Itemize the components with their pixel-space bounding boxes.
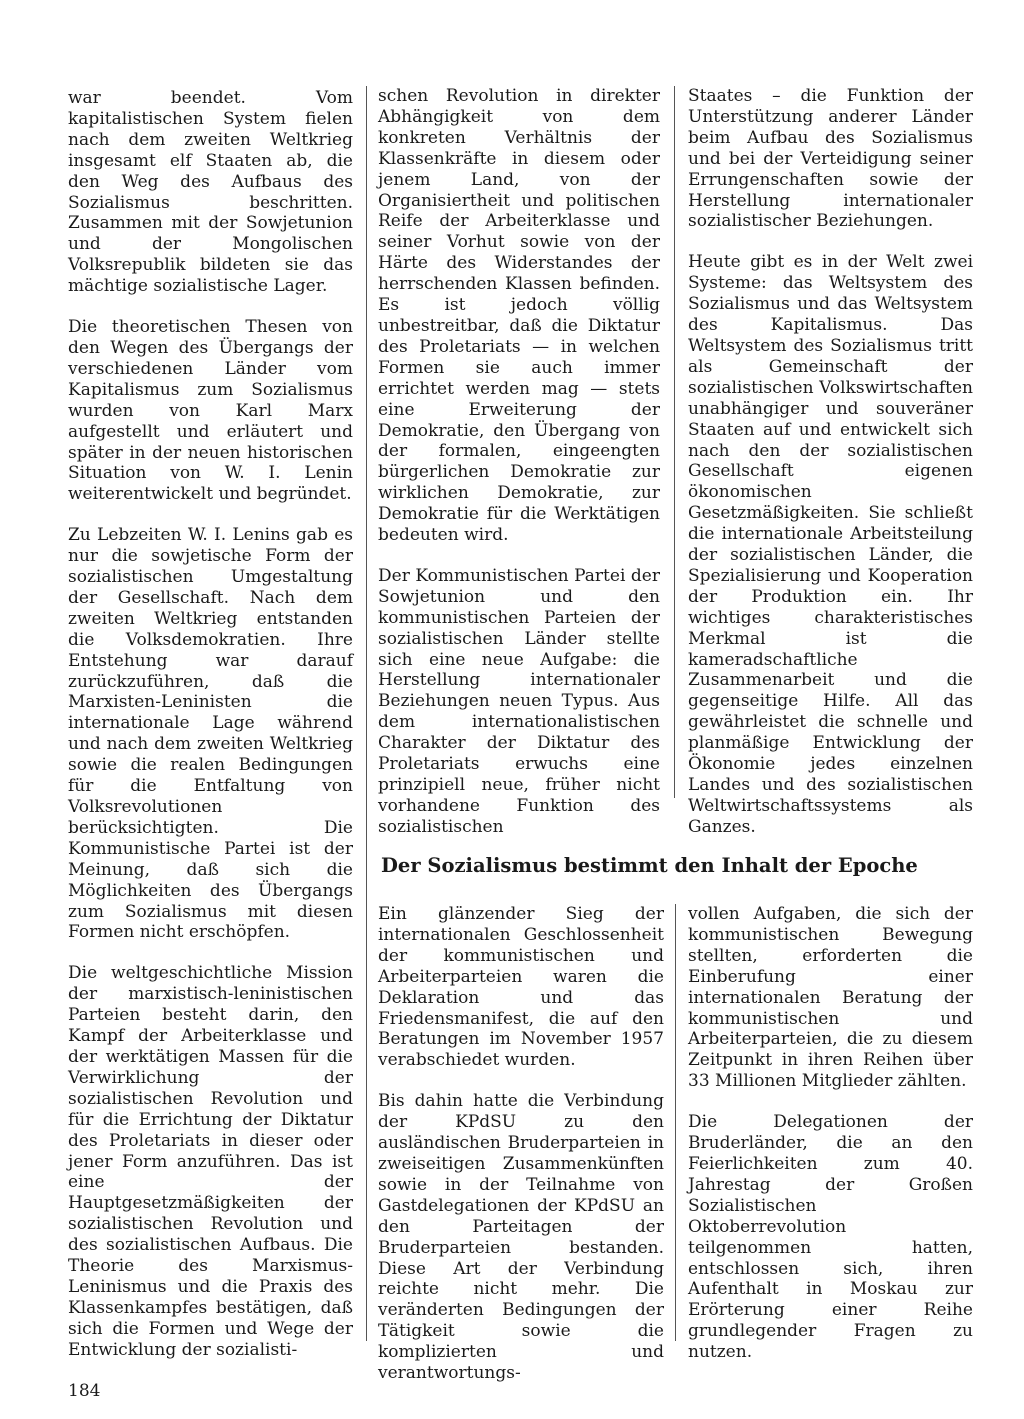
paragraph: vollen Aufgaben, die sich der kommunistischen Bewegung stellten, erforderten die Einberufung einer internationalen Beratung der kommunistischen und Arbeiterparteien, die zu diesem Zeitpunkt in ihren Reihen über 33 Millionen Mitglieder zählten. <box>688 904 973 1092</box>
page-number: 184 <box>68 1381 101 1401</box>
paragraph: Der Kommunistischen Partei der Sowjetunion und den kommunistischen Parteien der sozialistischen Länder stellte sich eine neue Aufgabe: die Herstellung internationaler Beziehungen neuen Typus. Aus dem internationalistischen Charakter der Diktatur des Proletariats erwuchs eine prinzipiell neue, früher nicht vorhandene Funktion des sozialistischen <box>378 565 660 837</box>
paragraph: Staates – die Funktion der Unterstützung anderer Länder beim Aufbau des Sozialismus und bei der Verteidigung seiner Errungenschaften sowie der Herstellung internationaler sozialistischer Beziehungen. <box>688 86 973 232</box>
paragraph: Bis dahin hatte die Verbindung der KPdSU zu den ausländischen Bruderparteien in zweiseitigen Zusammenkünften sowie in der Teilnahme von Gastdelegationen der KPdSU an den Parteitagen der Bruderparteien bestanden. Diese Art der Verbindung reichte nicht mehr. Die veränderten Bedingungen der Tätigkeit sowie die komplizierten und verantwortungs- <box>378 1091 664 1384</box>
text-column-3 <box>688 86 973 858</box>
paragraph: Die theoretischen Thesen von den Wegen des Übergangs der verschiedenen Länder vom Kapitalismus zum Sozialismus wurden von Karl Marx aufgestellt und erläutert und später in der neuen historischen Situation von W. I. Lenin weiterentwickelt und begründet. <box>68 317 353 505</box>
column-rule <box>674 86 675 798</box>
paragraph: war beendet. Vom kapitalistischen System fielen nach dem zweiten Weltkrieg insgesamt elf Staaten ab, die den Weg des Aufbaus des Sozialismus beschritten. Zusammen mit der Sowjetunion und der Mongolischen Volksrepublik bildeten sie das mächtige sozialistische Lager. <box>68 88 353 297</box>
column-rule <box>366 86 367 1341</box>
text-column-5 <box>688 904 973 1383</box>
paragraph: Heute gibt es in der Welt zwei Systeme: das Weltsystem des Sozialismus und das Weltsystem des Kapitalismus. Das Weltsystem des Sozialismus tritt als Gemeinschaft der sozialistischen Volkswirtschaften unabhängiger und souveräner Staaten auf und entwickelt sich nach den der sozialistischen Gesellschaft eigenen ökonomischen Gesetzmäßigkeiten. Sie schließt die internationale Arbeitsteilung der sozialistischen Länder, die Spezialisierung und Kooperation der Produktion ein. Ihr wichtiges charakteristisches Merkmal ist die kameradschaftliche Zusammenarbeit und die gegenseitige Hilfe. All das gewährleistet die schnelle und planmäßige Entwicklung der Ökonomie jedes einzelnen Landes und des sozialistischen Weltwirtschaftssystems als Ganzes. <box>688 252 973 837</box>
paragraph: Die Delegationen der Bruderländer, die an den Feierlichkeiten zum 40. Jahrestag der Großen Sozialistischen Oktoberrevolution teilgenommen hatten, entschlossen sich, ihren Aufenthalt in Moskau zur Erörterung einer Reihe grundlegender Fragen zu nutzen. <box>688 1112 973 1363</box>
column-rule <box>675 904 676 1341</box>
paragraph: schen Revolution in direkter Abhängigkeit von dem konkreten Verhältnis der Klassenkräfte in diesem oder jenem Land, von der Organisiertheit und politischen Reife der Arbeiterklasse und seiner Vorhut sowie von der Härte des Widerstandes der herrschenden Klassen befinden. Es ist jedoch völlig unbestreitbar, daß die Diktatur des Proletariats — in welchen Formen sie auch immer errichtet werden mag — stets eine Erweiterung der Demokratie, den Übergang von der formalen, eingeengten bürgerlichen Demokratie zur wirklichen Demokratie, zur Demokratie für die Werktätigen bedeuten wird. <box>378 86 660 546</box>
text-column-2 <box>378 86 660 858</box>
section-heading: Der Sozialismus bestimmt den Inhalt der Epoche <box>381 854 918 877</box>
text-column-4 <box>378 904 664 1404</box>
paragraph: Ein glänzender Sieg der internationalen Geschlossenheit der kommunistischen und Arbeiterparteien waren die Deklaration und das Friedensmanifest, die auf den Beratungen im November 1957 verabschiedet wurden. <box>378 904 664 1071</box>
text-column-1 <box>68 88 353 1381</box>
paragraph: Die weltgeschichtliche Mission der marxistisch-leninistischen Parteien besteht darin, den Kampf der Arbeiterklasse und der werktätigen Massen für die Verwirklichung der sozialistischen Revolution und für die Errichtung der Diktatur des Proletariats in dieser oder jener Form anzuführen. Das ist eine der Hauptgesetzmäßigkeiten der sozialistischen Revolution und des sozialistischen Aufbaus. Die Theorie des Marxismus-Leninismus und die Praxis des Klassenkampfes bestätigen, daß sich die Formen und Wege der Entwicklung der sozialisti- <box>68 963 353 1360</box>
paragraph: Zu Lebzeiten W. I. Lenins gab es nur die sowjetische Form der sozialistischen Umgestaltung der Gesellschaft. Nach dem zweiten Weltkrieg entstanden die Volksdemokratien. Ihre Entstehung war darauf zurückzuführen, daß die Marxisten-Leninisten die internationale Lage während und nach dem zweiten Weltkrieg sowie die realen Bedingungen für die Entfaltung von Volksrevolutionen berücksichtigten. Die Kommunistische Partei ist der Meinung, daß sich die Möglichkeiten des Übergangs zum Sozialismus mit diesen Formen nicht erschöpfen. <box>68 525 353 943</box>
